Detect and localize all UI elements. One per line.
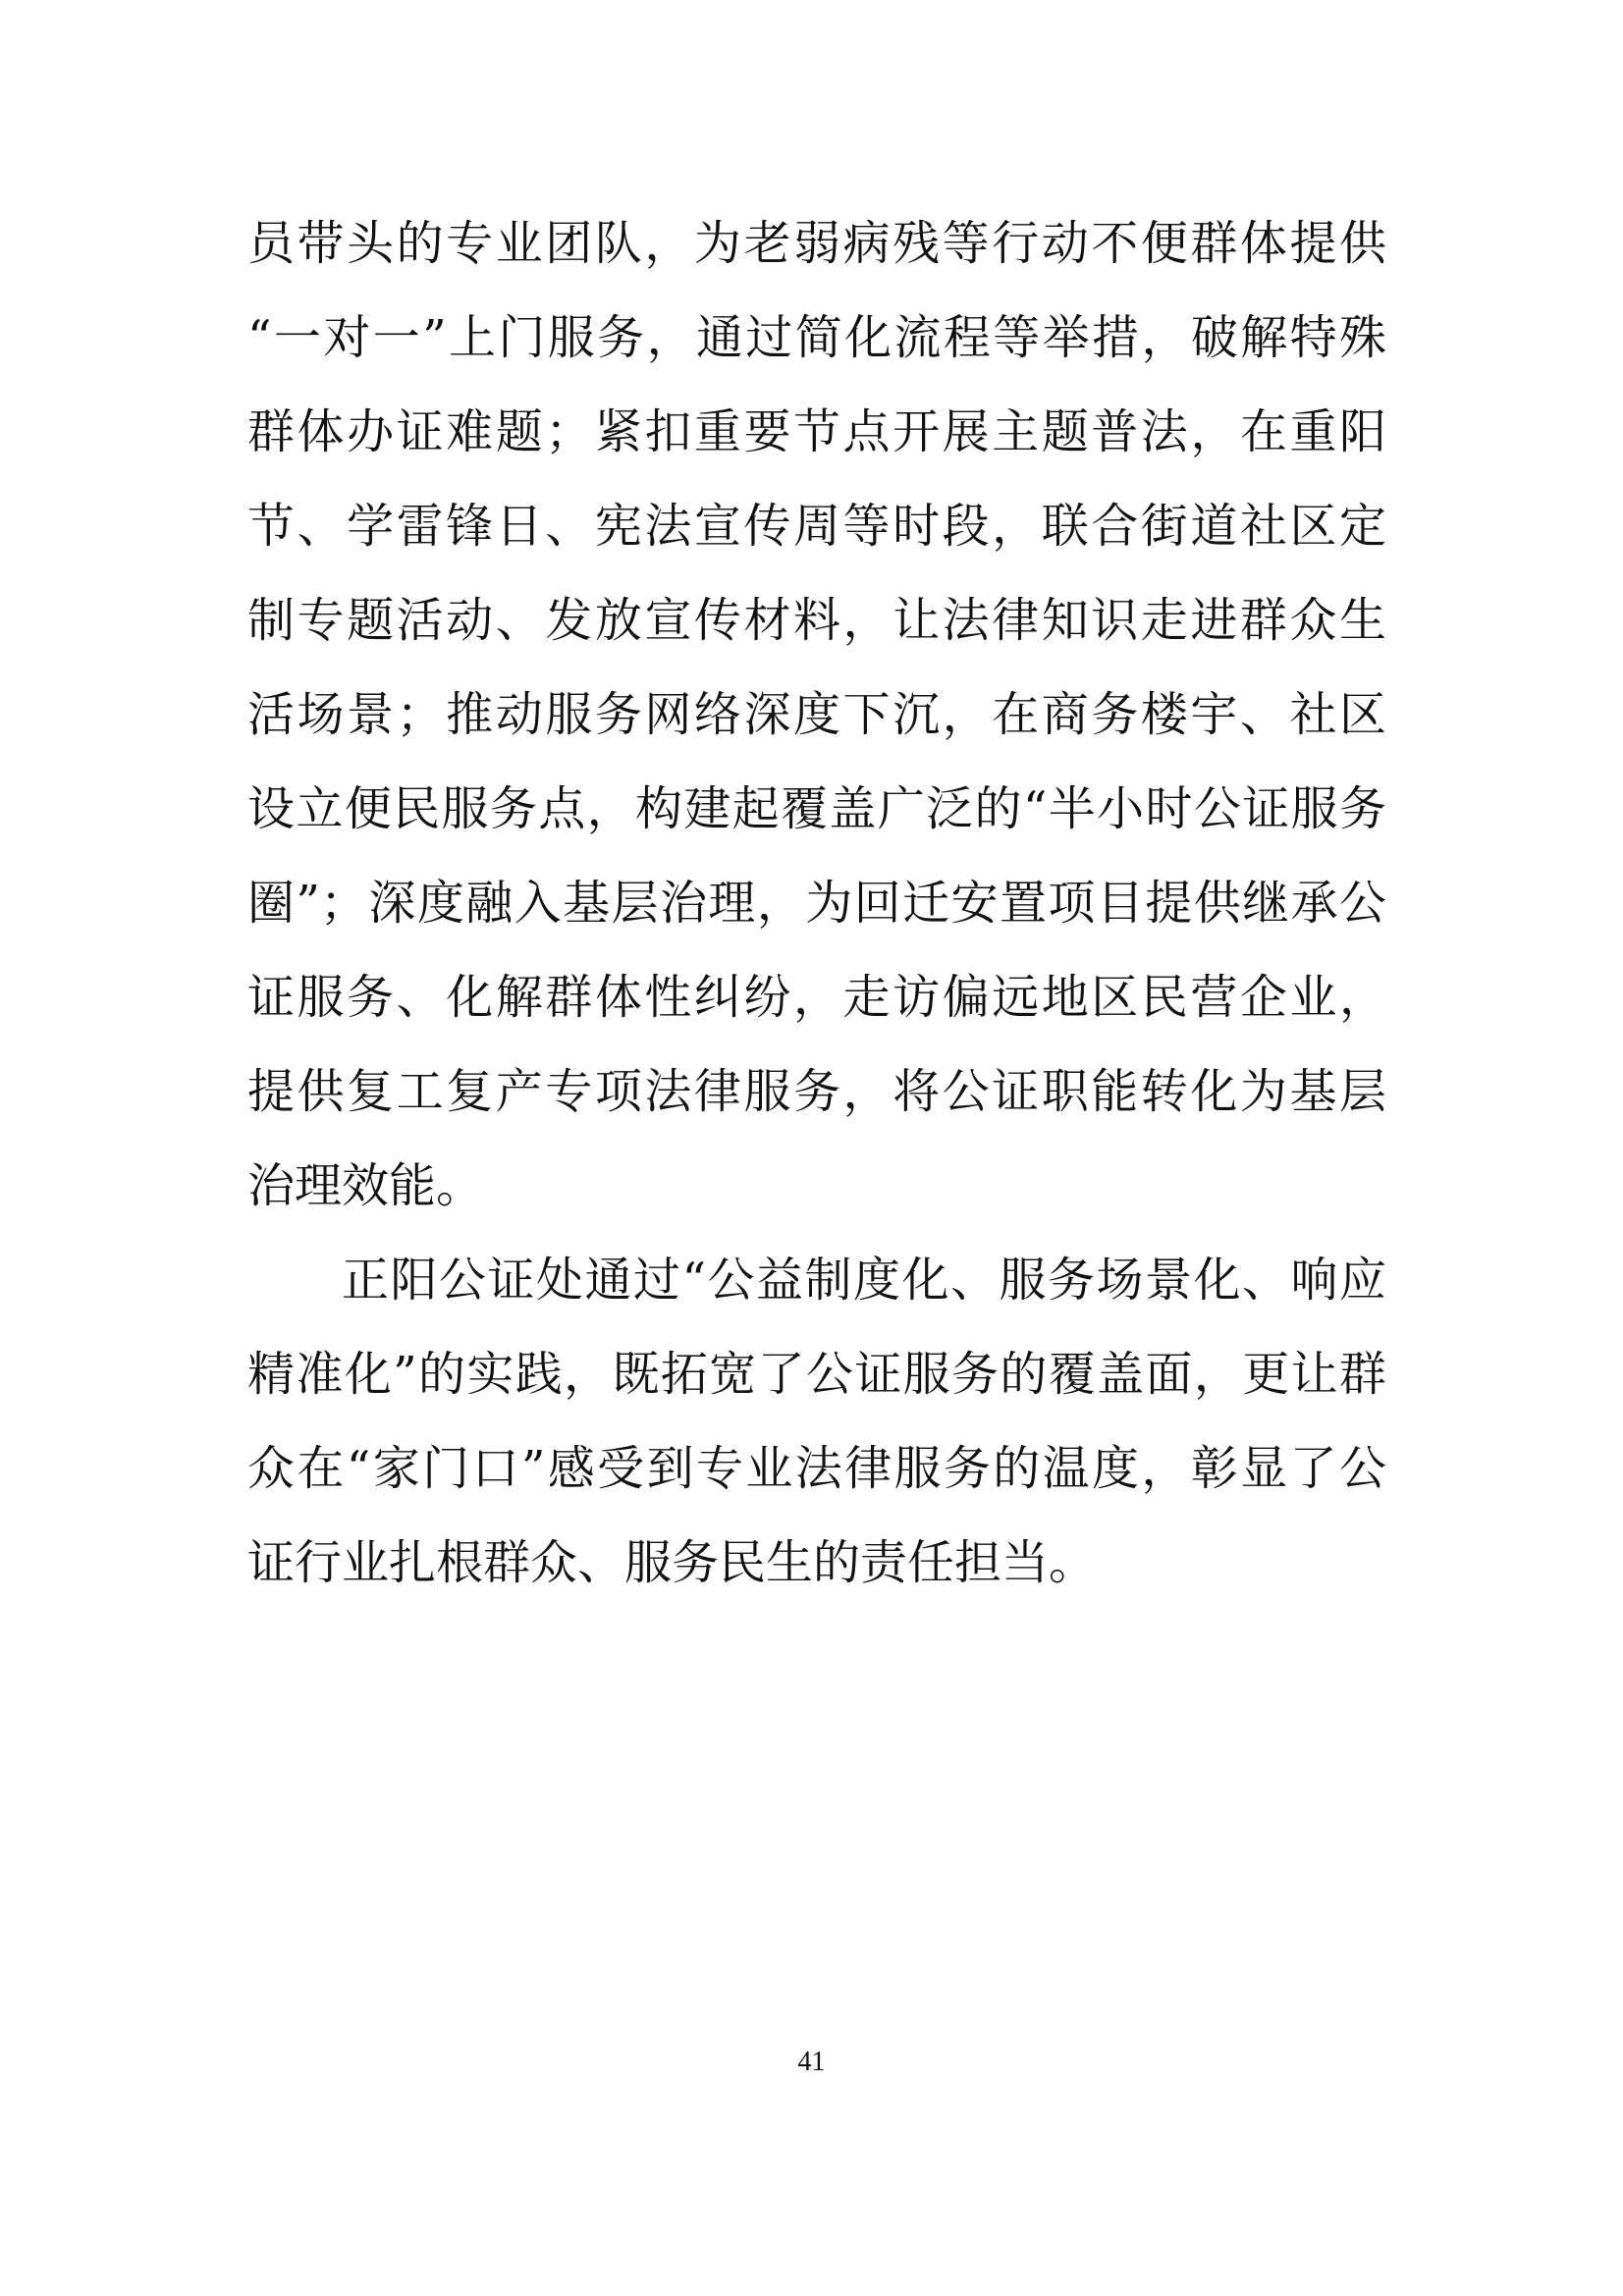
- paragraph-1: [247, 196, 1386, 1233]
- paragraph-line: 节、学雷锋日、宪法宣传周等时段，联合街道社区定: [247, 499, 1386, 554]
- paragraph-line: 活场景；推动服务网络深度下沉，在商务楼宇、社区: [247, 687, 1386, 742]
- page-number: 41: [797, 2047, 826, 2077]
- paragraph-line: 正阳公证处通过“公益制度化、服务场景化、响应: [342, 1253, 1386, 1308]
- paragraph-line: 群体办证难题；紧扣重要节点开展主题普法，在重阳: [247, 404, 1386, 459]
- paragraph-line: 证服务、化解群体性纠纷，走访偏远地区民营企业，: [247, 970, 1386, 1025]
- paragraph-line: “一对一”上门服务，通过简化流程等举措，破解特殊: [247, 310, 1386, 365]
- paragraph-line: 治理效能。: [247, 1158, 484, 1213]
- paragraph-line: 圈”；深度融入基层治理，为回迁安置项目提供继承公: [247, 876, 1386, 931]
- paragraph-line: 制专题活动、发放宣传材料，让法律知识走进群众生: [247, 593, 1386, 648]
- paragraph-line: 提供复工复产专项法律服务，将公证职能转化为基层: [247, 1064, 1386, 1119]
- paragraph-line: 设立便民服务点，构建起覆盖广泛的“半小时公证服务: [247, 781, 1386, 836]
- paragraph-2: [247, 1233, 1386, 1610]
- paragraph-line: 精准化”的实践，既拓宽了公证服务的覆盖面，更让群: [247, 1347, 1386, 1402]
- paragraph-line: 证行业扎根群众、服务民生的责任担当。: [247, 1535, 1097, 1590]
- paragraph-line: 员带头的专业团队，为老弱病残等行动不便群体提供: [247, 216, 1386, 271]
- paragraph-line: 众在“家门口”感受到专业法律服务的温度，彰显了公: [247, 1441, 1386, 1496]
- body-text: [247, 196, 1386, 1610]
